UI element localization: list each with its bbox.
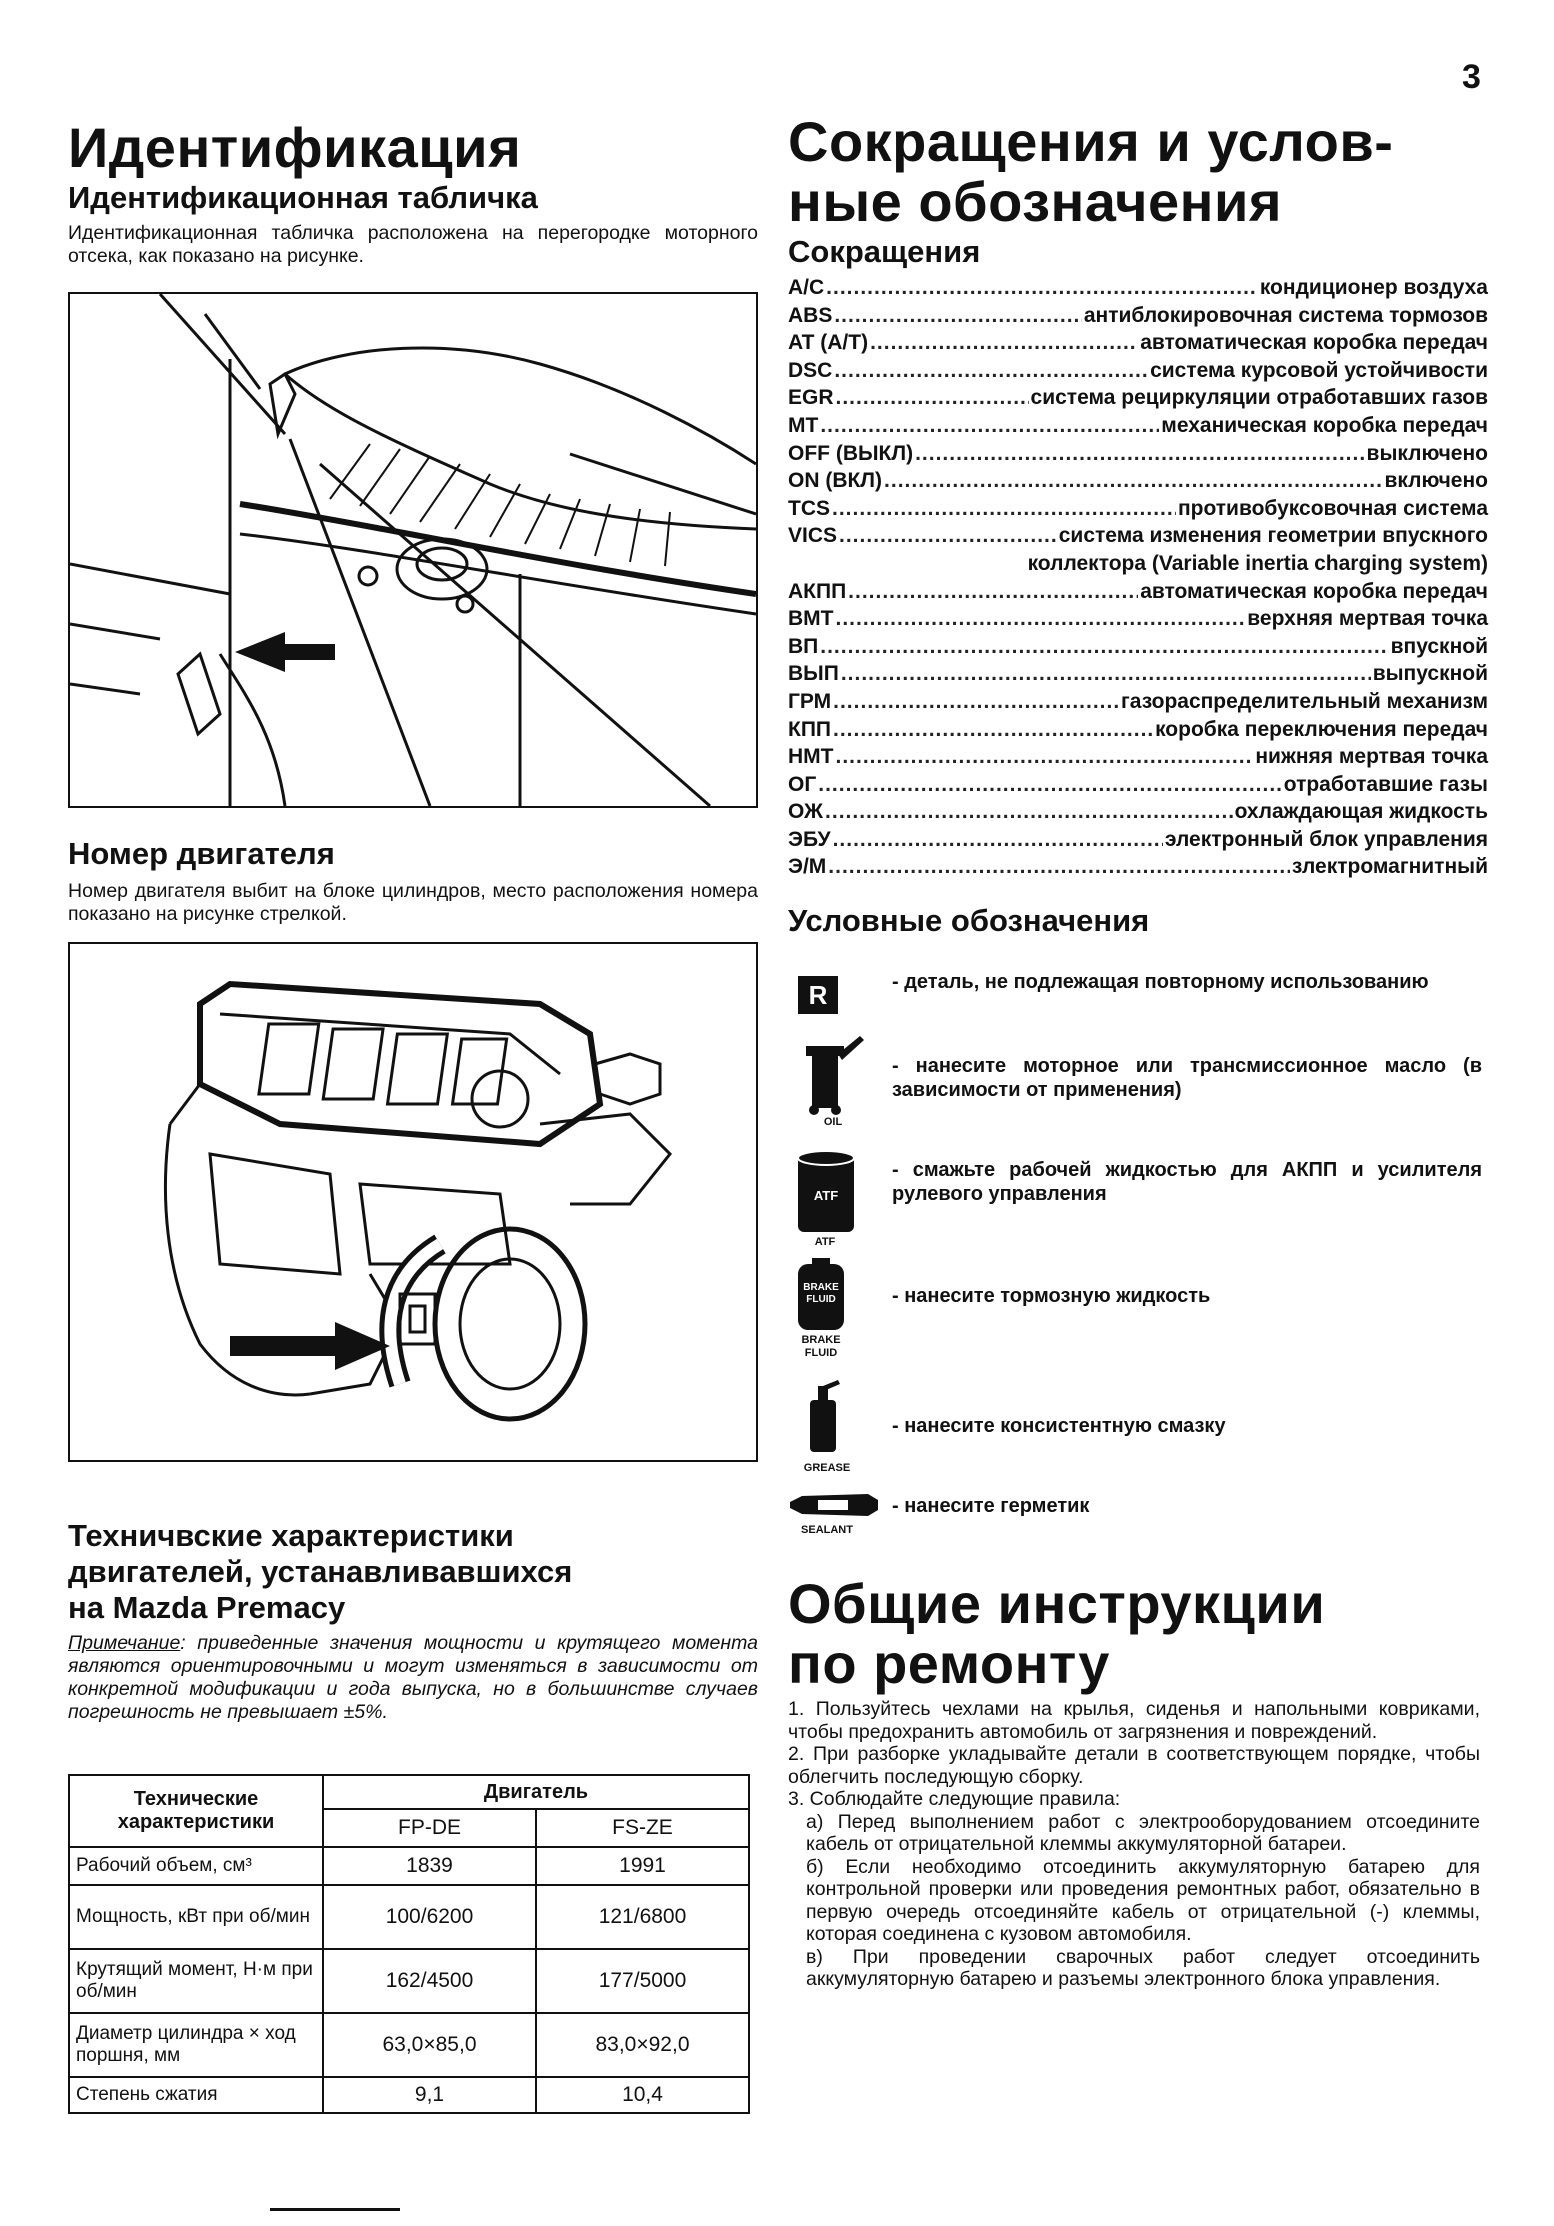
specs-table-wrap [68, 1774, 750, 2114]
symbols-heading: Условные обозначения [788, 903, 1150, 939]
cell-fs-ze: 1991 [536, 1847, 749, 1885]
left-column [68, 118, 758, 268]
abbreviation-value: отработавшие газы [1283, 772, 1488, 796]
legend-text-sealant: - нанесите герметик [892, 1495, 1090, 1517]
abbreviation-row [788, 826, 1488, 854]
brake-icon-label [798, 1282, 844, 1306]
abbreviation-key: Э/М [788, 855, 827, 879]
abbreviation-value: нижняя мертвая точка [1255, 745, 1488, 769]
abbreviation-value: автоматическая коробка передач [1140, 331, 1488, 355]
legend-text-atf: - смажьте рабочей жидкостью для АКПП и усилителя рулевого управления [892, 1159, 1482, 1205]
abbreviation-key: ВМТ [788, 607, 834, 631]
abbreviation-row [788, 274, 1488, 302]
leader-dots [836, 605, 1246, 633]
list-item: 3. Соблюдайте следующие правила: [788, 1788, 1121, 1810]
abbreviation-key: TCS [788, 496, 830, 520]
abbreviation-value: автоматическая коробка передач [1140, 579, 1488, 603]
abbreviation-value: кондиционер воздуха [1259, 276, 1488, 299]
abbreviation-key: НМТ [788, 745, 834, 769]
specs-table [68, 1774, 750, 2114]
col-header-fp-de: FP-DE [323, 1809, 536, 1847]
row-label: Крутящий момент, Н·м при об/мин [69, 1949, 323, 2013]
cell-fp-de: 9,1 [323, 2077, 536, 2113]
brake-icon-label-1: BRAKE [803, 1282, 839, 1293]
abbreviation-key: ВП [788, 634, 819, 658]
legend-text-reuse: - деталь, не подлежащая повторному использованию [892, 971, 1429, 993]
row-label: Диаметр цилиндра × ход поршня, мм [69, 2013, 323, 2077]
abbreviation-row [788, 412, 1488, 440]
r-icon: R [798, 976, 838, 1014]
right-column [788, 112, 1488, 939]
cell-fp-de: 63,0×85,0 [323, 2013, 536, 2077]
abbreviation-row [788, 329, 1488, 357]
abbreviation-key: MT [788, 413, 819, 437]
note-label: Примечание [68, 1632, 181, 1654]
abbreviation-row [788, 716, 1488, 744]
abbreviation-value: противобуксовочная система [1177, 496, 1488, 520]
brake-caption [776, 1334, 866, 1360]
leader-dots [836, 384, 1029, 412]
leader-dots [915, 440, 1364, 468]
table-row [69, 1885, 749, 1949]
brake-caption-2: FLUID [804, 1347, 838, 1359]
abbreviation-value: выпускной [1372, 662, 1488, 686]
abbreviation-value: система изменения геометрии впускного [1058, 524, 1488, 548]
table-row [69, 1847, 749, 1885]
leader-dots [870, 329, 1138, 357]
leader-dots [820, 412, 1159, 440]
symbols-legend [788, 968, 1488, 1548]
repair-rules [788, 1698, 1480, 1991]
leader-dots [839, 522, 1057, 550]
abbreviation-row [788, 743, 1488, 771]
abbreviation-row [788, 605, 1488, 633]
row-label: Степень сжатия [69, 2077, 323, 2113]
table-row [69, 2013, 749, 2077]
abbreviation-row [788, 853, 1488, 881]
footer-rule [270, 2208, 400, 2211]
col-header-engine: Двигатель [323, 1775, 749, 1809]
table-row [69, 2077, 749, 2113]
figure-engine [68, 942, 758, 1462]
list-item: в) При проведении сварочных работ следует отсоединить аккумуляторную батарею и разъемы электронного блока управления. [806, 1945, 1480, 1990]
engine-bay-drawing [70, 294, 756, 806]
repair-title-line-2: по ремонту [788, 1632, 1110, 1695]
leader-dots [826, 274, 1258, 302]
abbreviation-key: ON (ВКЛ) [788, 469, 883, 493]
abbreviation-value: механическая коробка передач [1161, 413, 1488, 437]
specs-heading-line-1: Техничвские характеристики [68, 1518, 514, 1553]
leader-dots [841, 660, 1371, 688]
leader-dots [848, 578, 1138, 606]
repair-section [788, 1574, 1480, 1991]
abbreviation-row [788, 440, 1488, 468]
list-item: а) Перед выполнением работ с электрооборудованием отсоедините кабель от отрицательной клеммы аккумуляторной батареи. [806, 1810, 1480, 1855]
cell-fp-de: 100/6200 [323, 1885, 536, 1949]
leader-dots [825, 798, 1233, 826]
abbreviation-value: верхняя мертвая точка [1247, 607, 1488, 631]
abbreviation-row [788, 467, 1488, 495]
atf-caption: ATF [814, 1236, 836, 1248]
legend-text-brake: - нанесите тормозную жидкость [892, 1285, 1211, 1307]
leader-dots [836, 743, 1254, 771]
abbreviation-value: выключено [1366, 441, 1488, 465]
list-item: 2. При разборке укладывайте детали в соответствующем порядке, чтобы облегчить последующую сборку. [788, 1743, 1480, 1788]
plate-text: Идентификационная табличка расположена на перегородке моторного отсека, как показано на рисунке. [68, 222, 758, 267]
engine-number-section [68, 836, 758, 926]
abbreviation-key: DSC [788, 358, 833, 382]
specs-heading-line-2: двигателей, устанавливавшихся [68, 1554, 573, 1589]
sealant-caption: SEALANT [801, 1524, 853, 1536]
abbreviation-value: охлаждающая жидкость [1234, 800, 1488, 824]
abbreviation-value: включено [1384, 469, 1488, 493]
col-header-characteristics: Технические характеристики [69, 1775, 323, 1847]
leader-dots [820, 633, 1388, 661]
abbreviation-key: ABS [788, 303, 833, 327]
brake-icon-label-2: FLUID [806, 1294, 836, 1305]
leader-dots [833, 688, 1119, 716]
list-item: б) Если необходимо отсоединить аккумуляторную батарею для контрольной проверки или проведения ремонтных работ, обязательно в первую очередь отсоединяйте кабель от отрицательной (-) клеммы, которая соединена с кузовом автомобиля. [806, 1855, 1480, 1945]
table-row [69, 1949, 749, 2013]
abbreviation-key: A/C [788, 276, 825, 299]
oil-caption: OIL [823, 1116, 843, 1128]
abbreviation-key: ЭБУ [788, 827, 831, 851]
cell-fp-de: 1839 [323, 1847, 536, 1885]
plate-heading: Идентификационная табличка [68, 180, 538, 215]
leader-dots [832, 495, 1176, 523]
abbreviation-key: ОЖ [788, 800, 824, 824]
abbreviation-row [788, 688, 1488, 716]
leader-dots [834, 302, 1082, 330]
leader-dots [828, 853, 1290, 881]
cell-fs-ze: 83,0×92,0 [536, 2013, 749, 2077]
abbr-title-line-1: Сокращения и услов- [788, 110, 1394, 173]
grease-caption: GREASE [803, 1462, 851, 1474]
cell-fp-de: 162/4500 [323, 1949, 536, 2013]
abbreviation-value: электронный блок управления [1164, 827, 1488, 851]
page-number: 3 [1462, 58, 1481, 96]
row-label: Рабочий объем, см³ [69, 1847, 323, 1885]
abbreviation-key: КПП [788, 717, 832, 741]
abbreviation-list [788, 274, 1488, 881]
abbreviation-value: газораспределительный механизм [1121, 689, 1488, 713]
atf-container-icon [788, 1148, 878, 1248]
leader-dots [884, 467, 1382, 495]
abbreviation-key: AT (A/T) [788, 331, 869, 355]
abbreviation-key: ОГ [788, 772, 817, 796]
abbreviation-value: коллектора (Variable inertia charging system) [1027, 551, 1488, 575]
repair-title-line-1: Общие инструкции [788, 1572, 1326, 1635]
abbreviation-key: EGR [788, 386, 834, 410]
abbreviation-row [788, 550, 1488, 578]
cell-fs-ze: 10,4 [536, 2077, 749, 2113]
engine-number-heading: Номер двигателя [68, 836, 335, 871]
leader-dots [834, 357, 1148, 385]
abbreviation-key: OFF (ВЫКЛ) [788, 441, 914, 465]
list-item: 1. Пользуйтесь чехлами на крылья, сиденья и напольными ковриками, чтобы предохранить автомобиль от загрязнения и повреждений. [788, 1698, 1480, 1743]
abbreviation-row [788, 578, 1488, 606]
abbreviation-key: АКПП [788, 579, 847, 603]
leader-dots [818, 771, 1282, 799]
brake-caption-1: BRAKE [801, 1334, 841, 1346]
abbreviation-value: впускной [1390, 634, 1488, 658]
engine-number-text: Номер двигателя выбит на блоке цилиндров, место расположения номера показано на рисунке стрелкой. [68, 880, 758, 925]
atf-icon-label: ATF [813, 1188, 839, 1203]
grease-gun-icon [788, 1378, 878, 1478]
oil-can-icon [788, 1034, 878, 1130]
leader-dots [833, 716, 1153, 744]
note-text: : приведенные значения мощности и крутящего момента являются ориентировочными и могут изменяться в зависимости от конкретной модификации и года выпуска, но в большинстве случаев погрешность не превышает ±5%. [68, 1632, 758, 1723]
abbreviation-row [788, 660, 1488, 688]
abbreviation-key: ГРМ [788, 689, 832, 713]
abbreviation-row [788, 522, 1488, 550]
figure-id-plate [68, 292, 758, 808]
specs-heading-line-3: на Mazda Premacy [68, 1590, 346, 1625]
legend-text-oil: - нанесите моторное или трансмиссионное масло (в зависимости от применения) [892, 1055, 1482, 1101]
abbreviation-row [788, 798, 1488, 826]
col-header-fs-ze: FS-ZE [536, 1809, 749, 1847]
abbreviation-key: VICS [788, 524, 838, 548]
sealant-tube-icon [788, 1490, 878, 1550]
abbreviation-value: злектромагнитный [1291, 855, 1488, 879]
specs-note [68, 1632, 758, 1724]
abbreviation-row [788, 357, 1488, 385]
specs-section [68, 1518, 758, 1724]
abbreviation-row [788, 495, 1488, 523]
abbreviation-value: коробка переключения передач [1155, 717, 1488, 741]
engine-drawing [70, 944, 756, 1460]
abbreviation-value: система курсовой устойчивости [1150, 358, 1488, 382]
abbr-title-line-2: ные обозначения [788, 170, 1283, 233]
leader-dots [833, 826, 1163, 854]
abbreviation-value: система рециркуляции отработавших газов [1030, 386, 1488, 410]
cell-fs-ze: 177/5000 [536, 1949, 749, 2013]
row-label: Мощность, кВт при об/мин [69, 1885, 323, 1949]
abbreviation-key: ВЫП [788, 662, 839, 686]
abbreviation-row [788, 771, 1488, 799]
abbreviation-row [788, 384, 1488, 412]
brake-fluid-icon [788, 1258, 878, 1368]
cell-fs-ze: 121/6800 [536, 1885, 749, 1949]
identification-title: Идентификация [68, 116, 522, 179]
legend-text-grease: - нанесите консистентную смазку [892, 1415, 1226, 1437]
abbreviation-value: антиблокировочная система тормозов [1083, 303, 1488, 327]
abbr-heading: Сокращения [788, 234, 981, 269]
abbreviation-row [788, 633, 1488, 661]
abbreviation-row [788, 302, 1488, 330]
